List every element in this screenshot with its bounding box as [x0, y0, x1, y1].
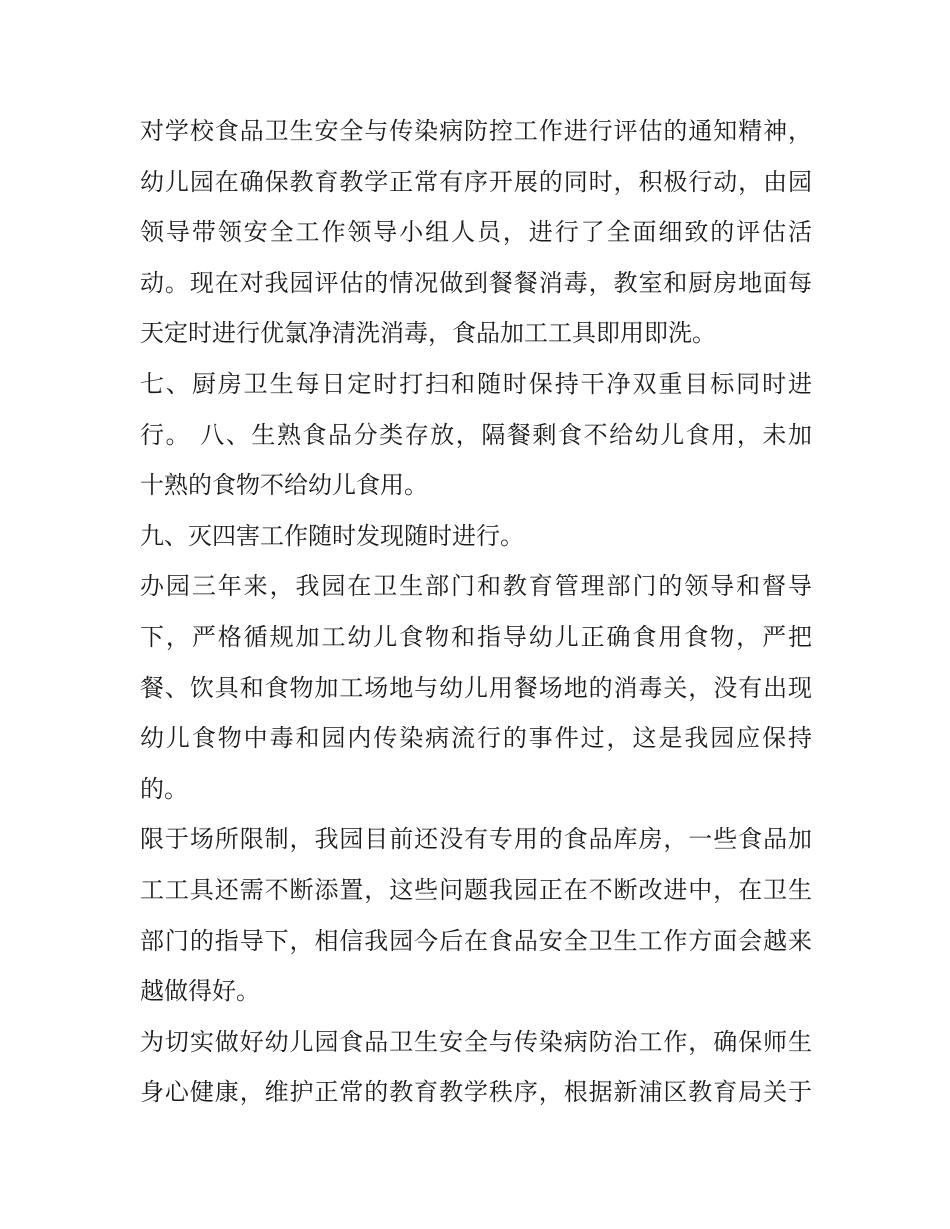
document-body — [140, 106, 812, 1118]
text-line-6: 七、厨房卫生每日定时打扫和随时保持干净双重目标同时进 — [140, 369, 812, 398]
text-line-8: 十熟的食物不给幼儿食用。 — [140, 471, 428, 500]
text-line-9: 九、灭四害工作随时发现随时进行。 — [140, 521, 524, 550]
text-line-19: 为切实做好幼儿园食品卫生安全与传染病防治工作，确保师生 — [140, 1027, 812, 1056]
text-line-11: 下，严格循规加工幼儿食物和指导幼儿正确食用食物，严把 — [140, 622, 812, 651]
text-line-10: 办园三年来，我园在卫生部门和教育管理部门的领导和督导 — [140, 572, 812, 601]
text-line-7: 行。 八、生熟食品分类存放，隔餐剩食不给幼儿食用，未加 — [140, 420, 812, 449]
text-line-18: 越做得好。 — [140, 977, 260, 1006]
text-line-14: 的。 — [140, 774, 188, 803]
text-line-13: 幼儿食物中毒和园内传染病流行的事件过，这是我园应保持 — [140, 724, 812, 753]
text-line-16: 工工具还需不断添置，这些问题我园正在不断改进中，在卫生 — [140, 875, 812, 904]
text-line-1: 对学校食品卫生安全与传染病防控工作进行评估的通知精神， — [140, 117, 812, 145]
text-line-5: 天定时进行优氯净清洗消毒，食品加工工具即用即洗。 — [140, 319, 716, 348]
text-line-4: 动。现在对我园评估的情况做到餐餐消毒，教室和厨房地面每 — [140, 268, 812, 297]
text-line-17: 部门的指导下，相信我园今后在食品安全卫生工作方面会越来 — [140, 926, 812, 955]
text-line-2: 幼儿园在确保教育教学正常有序开展的同时，积极行动，由园 — [140, 167, 812, 196]
text-line-20: 身心健康，维护正常的教育教学秩序，根据新浦区教育局关于 — [140, 1078, 812, 1107]
text-line-15: 限于场所限制，我园目前还没有专用的食品库房，一些食品加 — [140, 825, 812, 854]
text-line-12: 餐、饮具和食物加工场地与幼儿用餐场地的消毒关，没有出现 — [140, 673, 812, 702]
text-line-3: 领导带领安全工作领导小组人员，进行了全面细致的评估活 — [140, 218, 812, 247]
